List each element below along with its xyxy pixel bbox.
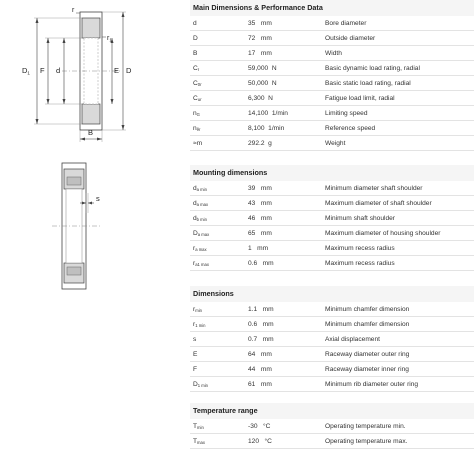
table-row [190, 377, 474, 392]
row-symbol [193, 419, 204, 435]
row-symbol [193, 61, 199, 77]
table-row [190, 61, 474, 76]
symbol-letter: s [193, 336, 197, 343]
table-row [190, 106, 474, 121]
symbol-letter: d [193, 185, 197, 192]
table-row [190, 302, 474, 317]
row-symbol [193, 46, 197, 61]
row-value: 6,300 N [248, 95, 273, 102]
row-symbol [193, 347, 197, 362]
symbol-letter: C [193, 95, 198, 102]
section-title: Main Dimensions & Performance Data [190, 0, 474, 16]
row-symbol [193, 196, 208, 212]
symbol-letter: r [193, 245, 196, 252]
symbol-subscript: min [195, 308, 202, 313]
row-description: Minimum diameter shaft shoulder [325, 185, 423, 192]
label-F: F [40, 66, 45, 75]
row-description: Basic static load rating, radial [325, 80, 411, 87]
row-value: 46 mm [248, 215, 272, 222]
label-B: B [88, 128, 94, 137]
table-row [190, 211, 474, 226]
label-r1: $r_1$ [107, 35, 112, 43]
label-D: D [126, 66, 132, 75]
symbol-subscript: 0r [197, 82, 202, 87]
section-3 [190, 403, 474, 449]
row-description: Limiting speed [325, 110, 368, 117]
row-symbol [193, 377, 208, 393]
row-symbol [193, 241, 207, 257]
symbol-letter: r [193, 321, 196, 328]
row-symbol [193, 226, 209, 242]
section-2 [190, 286, 474, 392]
table-row [190, 46, 474, 61]
row-value: 1 mm [248, 245, 269, 252]
row-value: 0.6 mm [248, 260, 274, 267]
symbol-letter: T [193, 423, 198, 430]
row-value: 14,100 1/min [248, 110, 288, 117]
symbol-letter: r [193, 260, 196, 267]
row-description: Outside diameter [325, 35, 376, 42]
row-symbol [193, 434, 205, 450]
symbol-letter: n [193, 110, 197, 117]
symbol-subscript: 1 min [195, 323, 206, 328]
row-symbol [193, 16, 197, 31]
table-row [190, 31, 474, 46]
symbol-subscript: G [196, 112, 200, 117]
row-description: Width [325, 50, 342, 57]
symbol-letter: ≈m [193, 140, 203, 147]
row-description: Maximum recess radius [325, 245, 395, 252]
row-value: 120 °C [248, 438, 272, 445]
row-value: 292.2 g [248, 140, 272, 147]
symbol-letter: d [193, 215, 197, 222]
row-symbol [193, 76, 202, 92]
row-symbol [193, 106, 200, 122]
row-symbol [193, 332, 196, 347]
symbol-subscript: a max [196, 202, 209, 207]
symbol-letter: D [193, 381, 198, 388]
symbol-letter: E [193, 351, 198, 358]
row-description: Minimum rib diameter outer ring [325, 381, 419, 388]
section-title: Temperature range [190, 403, 474, 419]
symbol-subscript: 1 min [197, 383, 209, 388]
table-row [190, 121, 474, 136]
row-symbol [193, 302, 202, 318]
row-value: 61 mm [248, 381, 272, 388]
table-row [190, 362, 474, 377]
row-value: 65 mm [248, 230, 272, 237]
row-description: Reference speed [325, 125, 376, 132]
symbol-subscript: a max [197, 232, 210, 237]
symbol-subscript: b min [196, 217, 207, 222]
section-0 [190, 0, 474, 151]
label-r-top: r [72, 7, 75, 14]
row-symbol [193, 362, 197, 377]
row-symbol [193, 317, 205, 333]
table-row [190, 196, 474, 211]
symbol-subscript: r [197, 67, 200, 72]
table-row [190, 181, 474, 196]
row-symbol [193, 181, 207, 197]
row-description: Bore diameter [325, 20, 367, 27]
table-row [190, 76, 474, 91]
table-row [190, 16, 474, 31]
row-description: Raceway diameter inner ring [325, 366, 409, 373]
row-value: 35 mm [248, 20, 272, 27]
label-s: s [96, 194, 100, 203]
row-description: Basic dynamic load rating, radial [325, 65, 420, 72]
bearing-drawings [0, 0, 185, 454]
symbol-letter: D [193, 230, 198, 237]
symbol-letter: C [193, 65, 198, 72]
row-symbol [193, 256, 209, 272]
table-row [190, 317, 474, 332]
symbol-subscript: a1 max [195, 262, 209, 267]
row-value: 43 mm [248, 200, 272, 207]
row-symbol [193, 211, 207, 227]
symbol-letter: r [193, 306, 196, 313]
symbol-letter: F [193, 366, 198, 373]
symbol-letter: d [193, 200, 197, 207]
row-description: Raceway diameter outer ring [325, 351, 410, 358]
row-description: Operating temperature max. [325, 438, 408, 445]
table-row [190, 434, 474, 449]
row-description: Operating temperature min. [325, 423, 406, 430]
row-description: Fatigue load limit, radial [325, 95, 395, 102]
symbol-letter: T [193, 438, 198, 445]
symbol-subscript: a max [195, 247, 207, 252]
row-description: Minimum chamfer dimension [325, 321, 410, 328]
symbol-letter: n [193, 125, 197, 132]
row-value: 64 mm [248, 351, 272, 358]
table-row [190, 256, 474, 271]
row-value: 0.6 mm [248, 321, 274, 328]
row-description: Maximum recess radius [325, 260, 395, 267]
row-value: 8,100 1/min [248, 125, 285, 132]
symbol-letter: B [193, 50, 198, 57]
row-description: Minimum chamfer dimension [325, 306, 410, 313]
table-row [190, 347, 474, 362]
table-row [190, 91, 474, 106]
row-description: Axial displacement [325, 336, 380, 343]
row-symbol [193, 91, 202, 107]
row-description: Maximum diameter of housing shoulder [325, 230, 441, 237]
row-value: 59,000 N [248, 65, 277, 72]
row-symbol [193, 121, 200, 137]
row-description: Minimum shaft shoulder [325, 215, 395, 222]
row-value: 44 mm [248, 366, 272, 373]
symbol-subscript: max [197, 440, 205, 445]
bearing-displacement-drawing [0, 155, 185, 295]
symbol-subscript: a min [196, 187, 207, 192]
symbol-subscript: ϑr [196, 127, 201, 132]
table-row [190, 136, 474, 151]
row-value: 1.1 mm [248, 306, 274, 313]
table-row [190, 226, 474, 241]
label-E: E [114, 66, 120, 75]
table-row [190, 241, 474, 256]
row-value: 0.7 mm [248, 336, 274, 343]
symbol-letter: D [193, 35, 198, 42]
label-d: d [56, 66, 61, 75]
symbol-letter: C [193, 80, 198, 87]
row-description: Maximum diameter of shaft shoulder [325, 200, 432, 207]
section-title: Dimensions [190, 286, 474, 302]
row-value: -30 °C [248, 423, 271, 430]
row-symbol [193, 31, 198, 46]
row-value: 17 mm [248, 50, 272, 57]
row-value: 72 mm [248, 35, 272, 42]
bearing-cross-section-drawing [0, 0, 185, 150]
row-description: Weight [325, 140, 346, 147]
row-value: 50,000 N [248, 80, 277, 87]
section-1 [190, 165, 474, 271]
symbol-subscript: min [197, 425, 204, 430]
label-D1: $D_1$ [22, 66, 30, 76]
symbol-subscript: ur [197, 97, 202, 102]
table-row [190, 332, 474, 347]
section-title: Mounting dimensions [190, 165, 474, 181]
row-symbol [193, 136, 202, 151]
symbol-letter: d [193, 20, 197, 27]
table-row [190, 419, 474, 434]
row-value: 39 mm [248, 185, 272, 192]
